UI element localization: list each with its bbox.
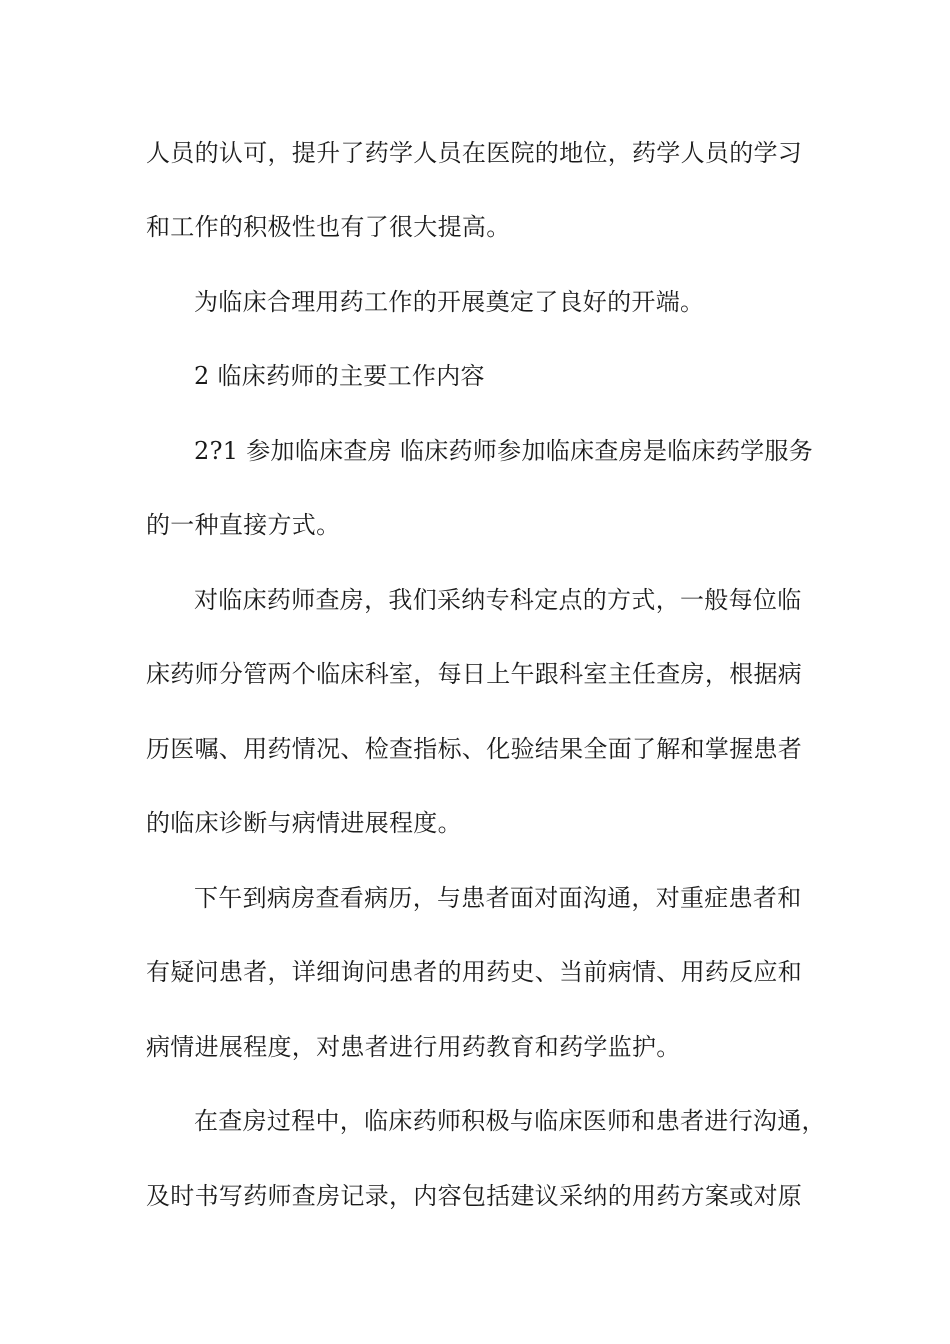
paragraph-line: 有疑问患者，详细询问患者的用药史、当前病情、用药反应和	[146, 958, 803, 986]
paragraph-line: 历医嘱、用药情况、检查指标、化验结果全面了解和掌握患者	[146, 735, 803, 763]
paragraph-line: 在查房过程中，临床药师积极与临床医师和患者进行沟通，	[194, 1107, 826, 1135]
paragraph-line: 下午到病房查看病历，与患者面对面沟通，对重症患者和	[194, 884, 802, 912]
paragraph-line: 和工作的积极性也有了很大提高。	[146, 213, 511, 241]
paragraph-line: 2?1 参加临床查房 临床药师参加临床查房是临床药学服务	[194, 437, 814, 465]
section-heading: 2 临床药师的主要工作内容	[194, 362, 485, 390]
paragraph-line: 的临床诊断与病情进展程度。	[146, 809, 462, 837]
paragraph-line: 对临床药师查房，我们采纳专科定点的方式，一般每位临	[194, 586, 802, 614]
paragraph-line: 的一种直接方式。	[146, 511, 341, 539]
paragraph-line: 人员的认可，提升了药学人员在医院的地位，药学人员的学习	[146, 139, 803, 167]
paragraph-line: 床药师分管两个临床科室，每日上午跟科室主任查房，根据病	[146, 660, 803, 688]
paragraph-line: 为临床合理用药工作的开展奠定了良好的开端。	[194, 288, 705, 316]
paragraph-line: 及时书写药师查房记录，内容包括建议采纳的用药方案或对原	[146, 1182, 803, 1210]
paragraph-line: 病情进展程度，对患者进行用药教育和药学监护。	[146, 1033, 681, 1061]
